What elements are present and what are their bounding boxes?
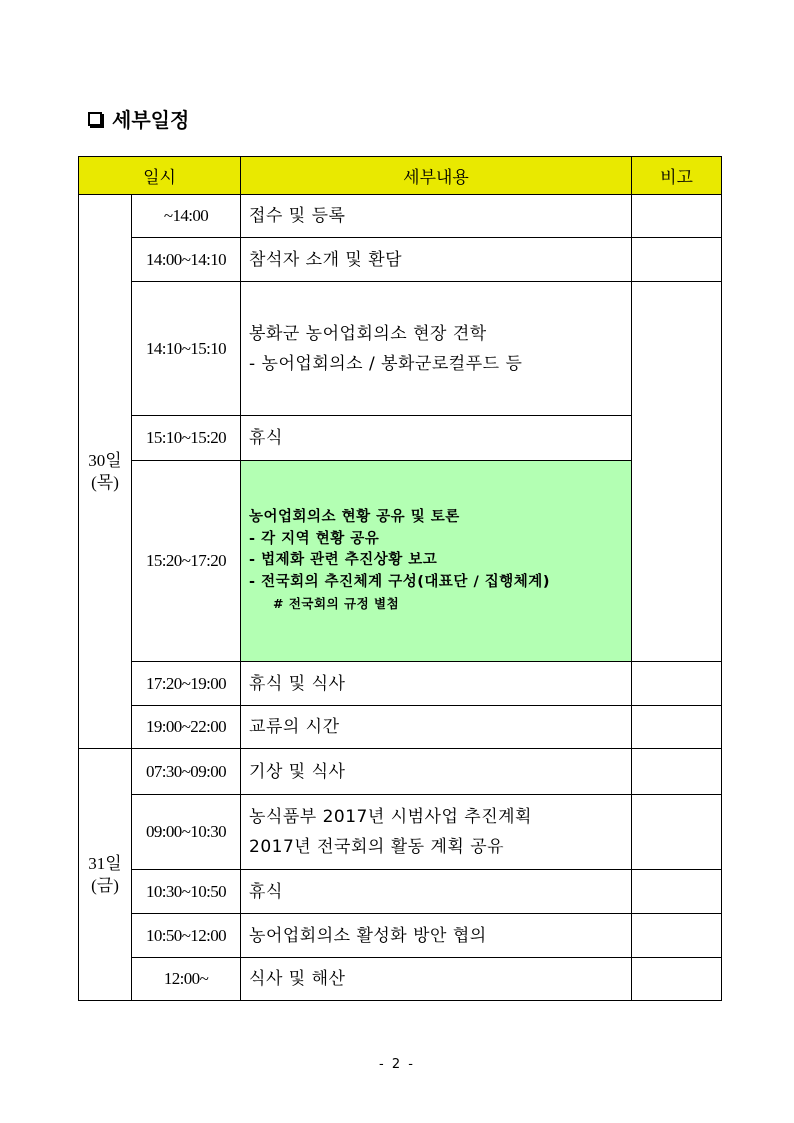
notes-cell <box>632 958 722 1001</box>
time-cell: 10:50~12:00 <box>132 914 241 958</box>
table-row <box>79 461 722 662</box>
content-cell: 식사 및 해산 <box>241 958 632 1001</box>
table-row <box>79 238 722 282</box>
time-cell: ~14:00 <box>132 195 241 238</box>
table-row <box>79 195 722 238</box>
table-row <box>79 416 722 461</box>
table-row <box>79 706 722 749</box>
header-details: 세부내용 <box>241 157 632 195</box>
notes-cell <box>632 749 722 795</box>
content-cell: 농어업회의소 활성화 방안 협의 <box>241 914 632 958</box>
notes-cell <box>632 870 722 914</box>
time-cell: 09:00~10:30 <box>132 795 241 870</box>
table-row <box>79 795 722 870</box>
checkbox-icon <box>88 112 102 126</box>
time-cell: 10:30~10:50 <box>132 870 241 914</box>
content-cell: 휴식 <box>241 416 632 461</box>
content-cell: 교류의 시간 <box>241 706 632 749</box>
time-cell: 14:00~14:10 <box>132 238 241 282</box>
table-row <box>79 662 722 706</box>
content-cell: 휴식 및 식사 <box>241 662 632 706</box>
notes-cell <box>632 282 722 662</box>
content-cell: 휴식 <box>241 870 632 914</box>
time-cell: 19:00~22:00 <box>132 706 241 749</box>
notes-cell <box>632 238 722 282</box>
table-row <box>79 749 722 795</box>
content-cell: 기상 및 식사 <box>241 749 632 795</box>
section-title-text: 세부일정 <box>112 108 190 132</box>
content-cell-highlighted: 농어업회의소 현황 공유 및 토론 - 각 지역 현황 공유 - 법제화 관련 추진상황 보고 - 전국회의 추진체계 구성(대표단 / 집행체계) # 전국회의 규정 별첨 <box>241 461 632 662</box>
time-cell: 15:20~17:20 <box>132 461 241 662</box>
table-row <box>79 914 722 958</box>
content-cell: 참석자 소개 및 환담 <box>241 238 632 282</box>
header-notes: 비고 <box>632 157 722 195</box>
page-number: - 2 - <box>379 1057 415 1072</box>
content-cell: 접수 및 등록 <box>241 195 632 238</box>
table-row <box>79 958 722 1001</box>
notes-cell <box>632 795 722 870</box>
notes-cell <box>632 662 722 706</box>
content-cell: 봉화군 농어업회의소 현장 견학 - 농어업회의소 / 봉화군로컬푸드 등 <box>241 282 632 416</box>
table-row <box>79 282 722 416</box>
notes-cell <box>632 195 722 238</box>
schedule-table <box>78 156 722 1001</box>
time-cell: 15:10~15:20 <box>132 416 241 461</box>
time-cell: 17:20~19:00 <box>132 662 241 706</box>
section-title <box>88 104 189 133</box>
notes-cell <box>632 706 722 749</box>
content-cell: 농식품부 2017년 시범사업 추진계획 2017년 전국회의 활동 계획 공유 <box>241 795 632 870</box>
header-when: 일시 <box>79 157 241 195</box>
table-row <box>79 870 722 914</box>
time-cell: 07:30~09:00 <box>132 749 241 795</box>
notes-cell <box>632 914 722 958</box>
time-cell: 12:00~ <box>132 958 241 1001</box>
time-cell: 14:10~15:10 <box>132 282 241 416</box>
day-label-30: 30일 (목) <box>79 195 132 749</box>
day-label-31: 31일 (금) <box>79 749 132 1001</box>
table-header-row <box>79 157 722 195</box>
